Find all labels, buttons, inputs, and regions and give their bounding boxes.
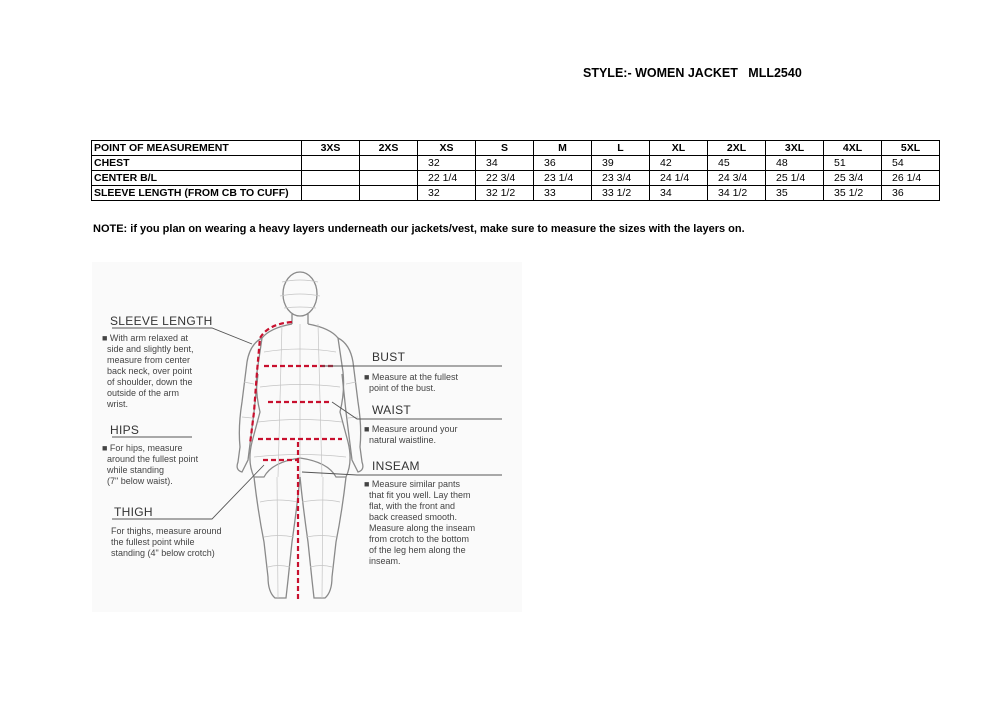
bust-heading: BUST — [372, 350, 406, 364]
table-row — [92, 171, 940, 186]
size-header: 2XS — [360, 141, 418, 156]
waist-text: ■ Measure around your natural waistline. — [364, 424, 458, 445]
pom-header: POINT OF MEASUREMENT — [92, 141, 302, 156]
size-header: S — [476, 141, 534, 156]
row-label: CHEST — [92, 156, 302, 171]
style-title: STYLE:- WOMEN JACKET MLL2540 — [583, 66, 802, 80]
table-cell: 33 — [534, 186, 592, 201]
size-header: 2XL — [708, 141, 766, 156]
table-cell — [360, 171, 418, 186]
table-cell: 36 — [534, 156, 592, 171]
table-cell: 25 3/4 — [824, 171, 882, 186]
size-header: XS — [418, 141, 476, 156]
table-cell: 34 1/2 — [708, 186, 766, 201]
size-header: 5XL — [882, 141, 940, 156]
table-row — [92, 186, 940, 201]
table-cell: 26 1/4 — [882, 171, 940, 186]
table-cell: 35 — [766, 186, 824, 201]
table-cell: 22 3/4 — [476, 171, 534, 186]
measurement-guide — [92, 262, 522, 612]
table-cell: 39 — [592, 156, 650, 171]
layering-note: NOTE: if you plan on wearing a heavy layers underneath our jackets/vest, make sure to measure the sizes with the layers on. — [93, 223, 745, 235]
table-cell — [302, 171, 360, 186]
row-label: SLEEVE LENGTH (FROM CB TO CUFF) — [92, 186, 302, 201]
sleeve-length-heading: SLEEVE LENGTH — [110, 314, 213, 328]
size-header: M — [534, 141, 592, 156]
table-cell: 45 — [708, 156, 766, 171]
hips-text: ■ For hips, measure around the fullest point while standing (7" below waist). — [102, 443, 199, 486]
row-label: CENTER B/L — [92, 171, 302, 186]
table-cell: 23 1/4 — [534, 171, 592, 186]
size-chart-table — [91, 140, 940, 201]
size-header: 3XL — [766, 141, 824, 156]
table-cell — [360, 156, 418, 171]
table-cell: 23 3/4 — [592, 171, 650, 186]
table-row — [92, 156, 940, 171]
thigh-heading: THIGH — [114, 505, 153, 519]
table-cell: 32 — [418, 186, 476, 201]
size-header: 3XS — [302, 141, 360, 156]
table-cell: 33 1/2 — [592, 186, 650, 201]
table-cell: 34 — [476, 156, 534, 171]
size-header-row — [92, 141, 940, 156]
size-header: 4XL — [824, 141, 882, 156]
sleeve-length-text: ■ With arm relaxed at side and slightly bent, measure from center back neck, over point of shoulder, down the outside of the arm wrist. — [102, 333, 194, 409]
table-cell: 22 1/4 — [418, 171, 476, 186]
table-cell: 42 — [650, 156, 708, 171]
table-cell: 25 1/4 — [766, 171, 824, 186]
table-cell: 48 — [766, 156, 824, 171]
table-cell: 32 1/2 — [476, 186, 534, 201]
table-cell: 35 1/2 — [824, 186, 882, 201]
table-cell — [360, 186, 418, 201]
table-cell — [302, 186, 360, 201]
table-cell: 24 1/4 — [650, 171, 708, 186]
table-cell: 32 — [418, 156, 476, 171]
table-cell: 34 — [650, 186, 708, 201]
waist-leader-line — [332, 402, 502, 419]
table-cell: 51 — [824, 156, 882, 171]
table-cell — [302, 156, 360, 171]
table-cell: 54 — [882, 156, 940, 171]
inseam-text: ■ Measure similar pants that fit you well. Lay them flat, with the front and back creased smooth. Measure along the inseam from crotch to the bottom of the leg hem along the inseam. — [364, 479, 476, 566]
hips-heading: HIPS — [110, 423, 140, 437]
thigh-text: For thighs, measure around the fullest point while standing (4" below crotch) — [111, 526, 222, 558]
size-header: L — [592, 141, 650, 156]
size-header: XL — [650, 141, 708, 156]
table-cell: 24 3/4 — [708, 171, 766, 186]
waist-heading: WAIST — [372, 403, 412, 417]
table-cell: 36 — [882, 186, 940, 201]
inseam-heading: INSEAM — [372, 459, 420, 473]
bust-text: ■ Measure at the fullest point of the bust. — [364, 372, 458, 393]
